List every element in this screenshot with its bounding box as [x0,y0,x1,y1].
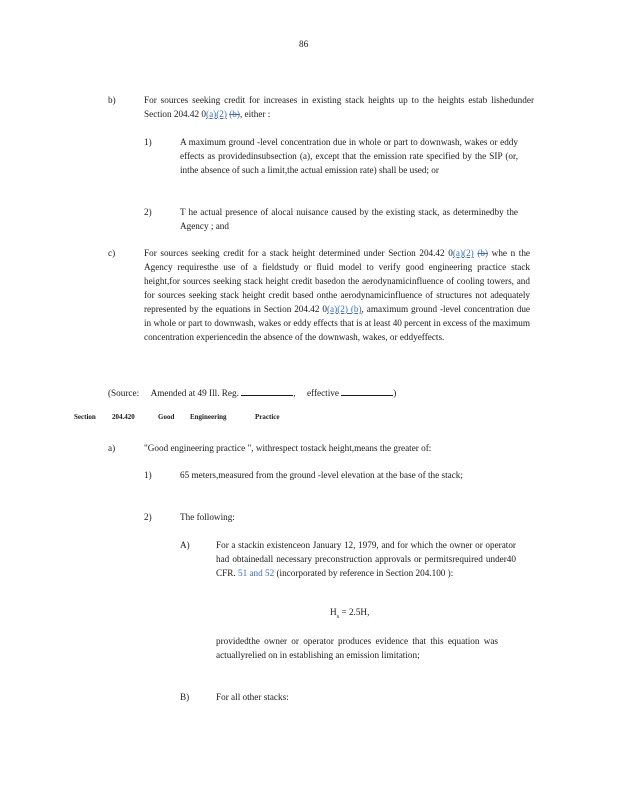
paragraph-c-middle: whe n the Agency requiresthe use of a fieldstudy or fluid model to verify good engineering practice stack height,for sources seeking stack height credit basedon the aerodynamicinfluence of cooling towers, and for sources seeking stack height credit based onthe aerodynamicinfluence of structures not adequately represented by the equations in Section 204.42 0 [144,248,531,314]
source-effective: effective [306,388,339,398]
equation-subscript: s [336,612,340,620]
paragraph-A-tail: (incorporated by reference in Section 204.100 ): [276,568,454,578]
paragraph-A-text: For a stackin existenceon January 12, 1979, and for which the owner or operator had obtainedall necessary preconstruction approvals or permitsrequired under40 CFR [216,540,516,578]
source-open: (Source: [108,388,140,398]
paragraph-B: For all other stacks: [216,692,289,702]
paragraph-b [144,93,534,121]
paragraph-c-tail: , amaximum ground -level concentration due in whole or part to downwash, wakes or eddy effects that is at least 40 percent in excess of the maximum concentration experiencedin the absence of the downwash, wakes, or eddyeffects. [144,304,530,342]
paragraph-a: "Good engineering practice ", withrespect tostack height,means the greater of: [144,443,432,453]
paragraph-b-tail: , either : [239,109,271,119]
inserted-text: (a)(2) (b) [327,304,362,314]
item-label-b: b) [108,95,116,105]
item-label-b2: 2) [144,207,152,217]
equation [330,605,369,624]
equation-rhs: = 2.5H, [339,607,370,617]
blank-line [341,386,393,396]
section-number: 204.420 [112,413,135,421]
item-label-B: B) [180,692,190,702]
item-label-a2: 2) [144,512,152,522]
paragraph-b1: A maximum ground -level concentration due in whole or part to downwash, wakes or eddy effects as providedinsubsection (a), except that the emission rate specified by the SIP (or, inthe absence of such a limit,the actual emission rate) shall be used; or [180,137,518,175]
deleted-text: (b) [229,109,240,119]
inserted-text: 51 and 52 [237,568,275,578]
item-label-a1: 1) [144,470,152,480]
equation-lhs: H [330,607,337,617]
paragraph-c-text: For sources seeking credit for a stack height determined under Section 204.42 0 [144,248,453,258]
paragraph-a1: 65 meters,measured from the ground -level elevation at the base of the stack; [180,470,463,480]
item-label-A: A) [180,540,190,550]
section-title-practice: Practice [255,413,280,421]
section-title-good: Good [158,413,175,421]
deleted-text: (b) [477,248,489,258]
item-label-c: c) [108,248,116,258]
item-label-b1: 1) [144,137,152,147]
section-label: Section [74,413,96,421]
source-note [108,386,396,400]
paragraph-A: For a stackin existenceon January 12, 1979, and for which the owner or operator had obtainedall necessary preconstruction approvals or permitsrequired under40 CFR. 51 and 52 (incorporated by reference in Section 204.100 ): [216,540,516,578]
source-close: ) [393,388,397,398]
paragraph-A-proviso: providedthe owner or operator produces evidence that this equation was actuallyrelied on in establishing an emission limitation; [216,636,498,660]
paragraph-b-text: For sources seeking credit for increases in existing stack heights up to the heights estab lishedunder Section 204.42 0 [144,95,534,119]
blank-line [241,386,296,398]
source-amended: Amended at 49 Ill. Reg. [150,388,239,398]
paragraph-c [144,246,530,344]
inserted-text: (a)(2) [206,109,227,119]
page-number: 86 [299,39,309,49]
paragraph-a2: The following: [180,512,235,522]
inserted-text: (a)(2) [452,248,474,258]
source-comma: , [293,388,296,398]
section-title-engineering: Engineering [190,413,227,421]
paragraph-b2: T he actual presence of alocal nuisance caused by the existing stack, as determinedby the Agency ; and [180,207,518,231]
item-label-a: a) [108,443,116,453]
